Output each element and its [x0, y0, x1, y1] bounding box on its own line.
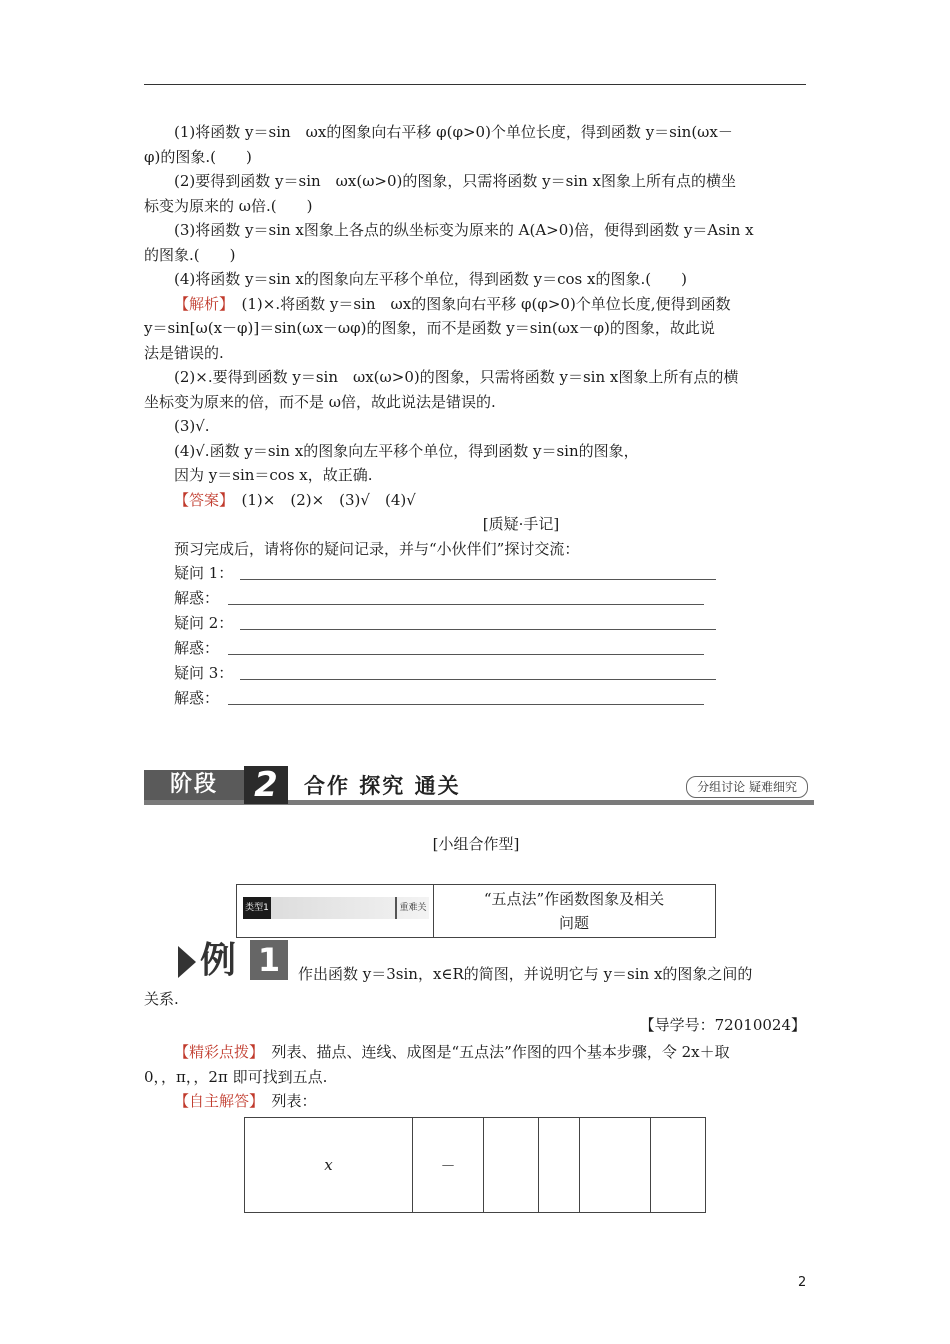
notes-lines	[144, 561, 808, 711]
analysis-2: (2)×.要得到函数 y＝sin ωx(ω>0)的图象，只需将函数 y＝sin x图象上所有点的横	[174, 368, 739, 386]
analysis-4-cont: 因为 y＝sin＝cos x，故正确.	[174, 466, 373, 484]
value-table	[244, 1117, 706, 1213]
analysis-4: (4)√.函数 y＝sin x的图象向左平移个单位，得到函数 y＝sin的图象，	[174, 441, 639, 460]
answer-text: (1)× (2)× (3)√ (4)√	[241, 490, 416, 509]
note-label: 解惑：	[174, 589, 220, 607]
group-title: [小组合作型]	[432, 835, 520, 853]
table-row	[245, 1118, 706, 1213]
example-line2: 关系.	[144, 990, 179, 1008]
guide-number: 【导学号：72010024】	[639, 1016, 806, 1034]
table-cell	[484, 1118, 539, 1213]
hint-text: 列表、描点、连线、成图是“五点法”作图的四个基本步骤，令 2x＋取	[256, 1043, 730, 1061]
note-line-q3[interactable]	[144, 661, 808, 686]
example-text	[144, 962, 808, 1012]
note-line-q1[interactable]	[144, 561, 808, 586]
stage-label: 阶段	[144, 770, 244, 800]
question-1: (1)将函数 y＝sin ωx的图象向右平移 φ(φ>0)个单位长度，得到函数 y＝sin(ωx－	[174, 123, 733, 141]
question-3: (3)将函数 y＝sin x图象上各点的纵坐标变为原来的 A(A>0)倍，便得到函数 y＝Asin x	[174, 221, 754, 239]
note-line-q2[interactable]	[144, 611, 808, 636]
note-underline	[228, 604, 704, 605]
analysis-1	[144, 292, 808, 317]
note-underline	[228, 654, 704, 655]
answer-tag: 【答案】	[174, 490, 227, 509]
table-cell-x: x	[245, 1118, 413, 1213]
type-title-line1: “五点法”作函数图象及相关	[483, 890, 665, 908]
type-right-label: 重难关	[395, 897, 429, 919]
table-cell	[651, 1118, 706, 1213]
note-label: 疑问 3：	[174, 664, 234, 682]
note-underline	[240, 629, 716, 630]
hint-line1	[144, 1040, 808, 1065]
page-number: 2	[798, 1275, 807, 1290]
hint-tag: 【精彩点拨】	[174, 1043, 257, 1061]
analysis-1-end: 法是错误的.	[144, 343, 224, 362]
question-2: (2)要得到函数 y＝sin ωx(ω>0)的图象，只需将函数 y＝sin x图象上所有点的横坐	[174, 172, 737, 190]
note-label: 解惑：	[174, 689, 220, 707]
note-label: 疑问 2：	[174, 614, 234, 632]
type-box-left	[237, 885, 434, 937]
analysis-1-cont: y＝sin[ω(x－φ)]＝sin(ωx－ωφ)的图象，而不是函数 y＝sin(ωx－φ)的图象，故此说	[144, 319, 715, 337]
analysis-1-text: (1)×.将函数 y＝sin ωx的图象向右平移 φ(φ>0)个单位长度,便得到函数	[241, 294, 731, 313]
analysis-2-cont: 坐标变为原来的倍，而不是 ω倍，故此说法是错误的.	[144, 392, 496, 411]
hint-block	[144, 1040, 808, 1114]
hint-line2: 0，，π，，2π 即可找到五点.	[144, 1067, 328, 1086]
question-2-cont: 标变为原来的 ω倍.( )	[144, 196, 313, 215]
type-title	[433, 885, 715, 937]
example-word: 例	[200, 940, 237, 981]
question-4: (4)将函数 y＝sin x的图象向左平移个单位，得到函数 y＝cos x的图象.( )	[174, 270, 687, 288]
note-underline	[240, 679, 716, 680]
solution-text: 列表：	[256, 1092, 317, 1110]
analysis-3: (3)√.	[174, 417, 210, 435]
question-1-cont: φ)的图象.( )	[144, 147, 252, 166]
stage-number: 2	[244, 766, 288, 804]
type-label: 类型1	[243, 897, 271, 919]
stage-subtitle-badge: 分组讨论 疑难细究	[686, 776, 808, 798]
question-3-cont: 的图象.( )	[144, 245, 236, 264]
table-cell	[580, 1118, 651, 1213]
note-label: 疑问 1：	[174, 564, 234, 582]
type-box	[236, 884, 716, 938]
solution-line	[144, 1089, 808, 1114]
note-line-a2[interactable]	[144, 636, 808, 661]
header-rule	[144, 84, 806, 85]
notes-title: [质疑·手记]	[482, 515, 560, 533]
note-label: 解惑：	[174, 639, 220, 657]
example-line1: 作出函数 y＝3sin，x∈R的简图，并说明它与 y＝sin x的图象之间的	[298, 965, 753, 983]
note-underline	[228, 704, 704, 705]
type-title-line2: 问题	[558, 914, 589, 932]
note-line-a3[interactable]	[144, 686, 808, 711]
table-cell	[539, 1118, 580, 1213]
note-underline	[240, 579, 716, 580]
analysis-tag: 【解析】	[174, 294, 227, 313]
question-block	[144, 120, 808, 711]
solution-tag: 【自主解答】	[174, 1092, 257, 1110]
stage-title: 合作 探究 通关	[304, 774, 461, 798]
stage-banner	[144, 765, 814, 806]
table-cell: －	[413, 1118, 484, 1213]
answer-line	[144, 488, 808, 513]
note-line-a1[interactable]	[144, 586, 808, 611]
example-number: 1	[250, 940, 288, 980]
notes-intro: 预习完成后，请将你的疑问记录，并与“小伙伴们”探讨交流：	[174, 539, 580, 558]
